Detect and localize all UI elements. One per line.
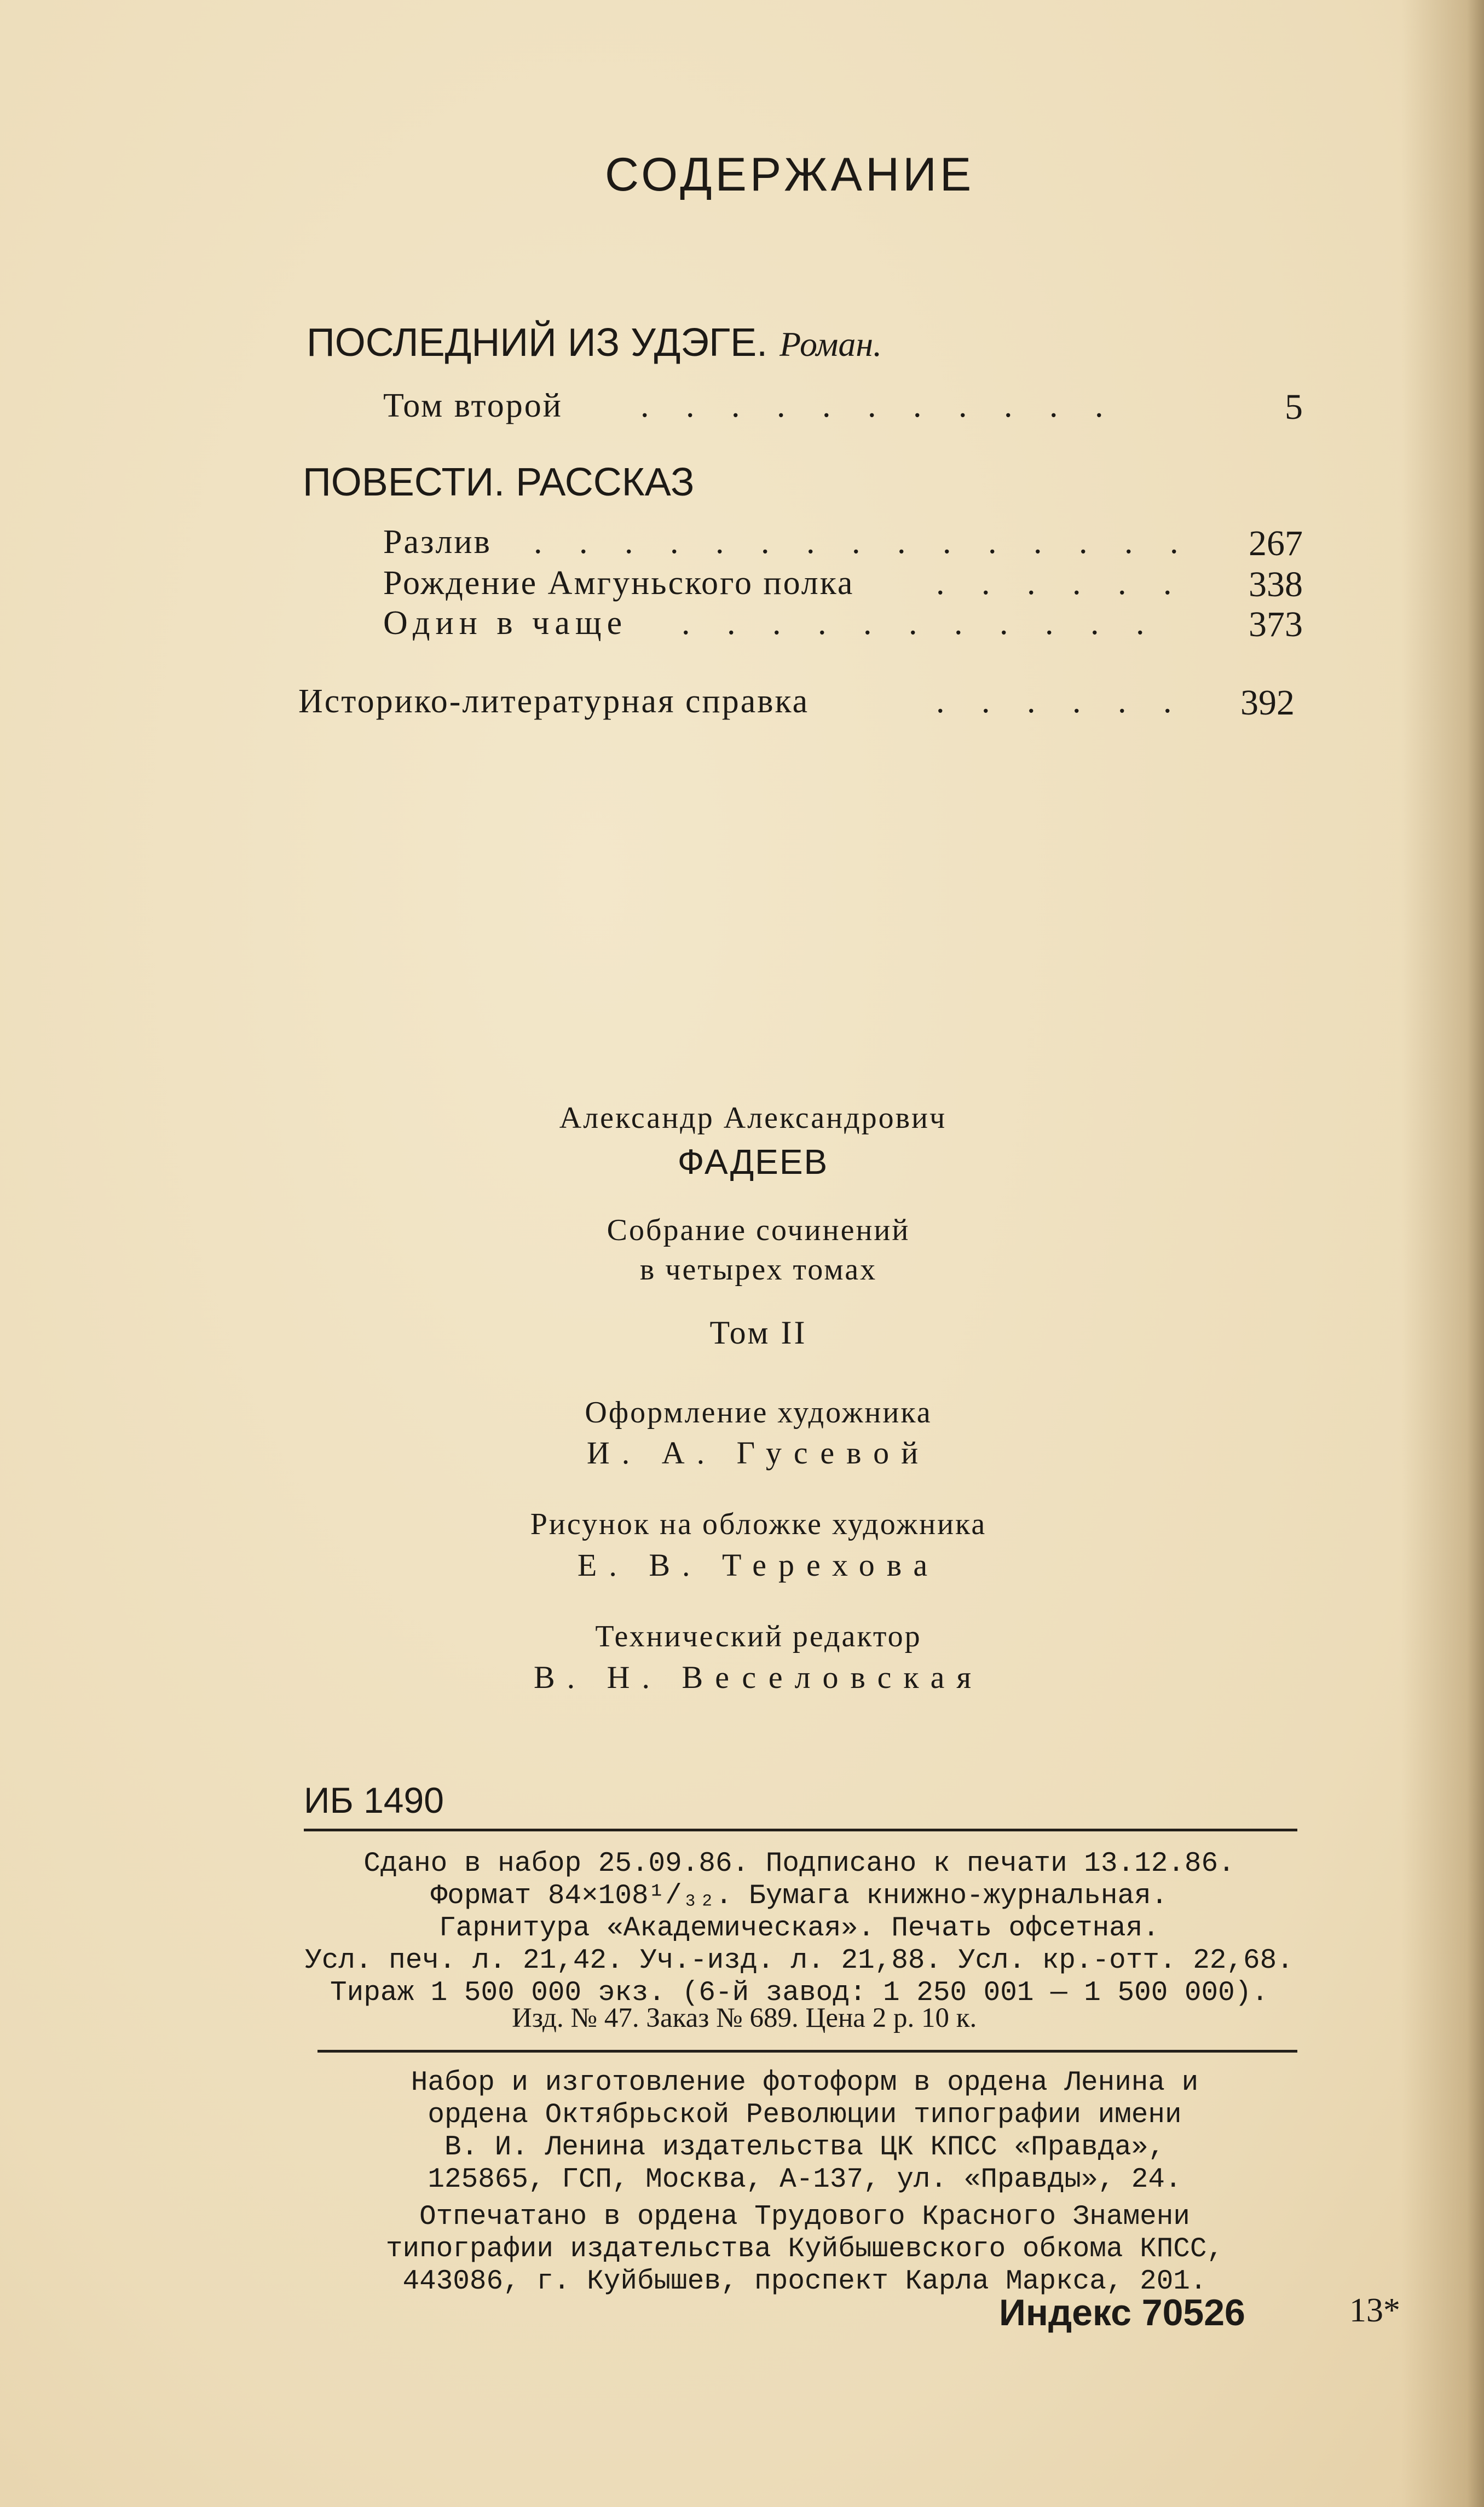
toc-entry[interactable] <box>383 564 1303 608</box>
imprint-line: Гарнитура «Академическая». Печать офсетная. <box>438 1913 1159 1944</box>
toc-entry-page: 5 <box>1285 387 1303 427</box>
toc-entry-title: Один в чаще <box>383 604 628 642</box>
collection-title-line-2: в четырех томах <box>639 1253 877 1287</box>
toc-entry[interactable] <box>383 387 1303 430</box>
order-line: Изд. № 47. Заказ № 689. Цена 2 р. 10 к. <box>512 2003 977 2033</box>
author-surname: ФАДЕЕВ <box>677 1142 829 1182</box>
toc-entry-page: 373 <box>1249 604 1303 644</box>
toc-entry-title: Историко-литературная справка <box>298 683 810 720</box>
toc-heading: СОДЕРЖАНИЕ <box>605 148 975 201</box>
toc-entry-dots: . . . . . . <box>936 564 1186 602</box>
toc-part-2-title: ПОВЕСТИ. РАССКАЗ <box>303 460 695 504</box>
imprint-line: Формат 84×108¹/₃₂. Бумага книжно-журнальная. <box>430 1881 1168 1912</box>
printer-line: типографии издательства Куйбышевского обкома КПСС, <box>385 2234 1224 2265</box>
toc-entry-dots: . . . . . . <box>936 683 1186 720</box>
sheet-signature-mark: 13* <box>1349 2292 1400 2329</box>
ib-number: ИБ 1490 <box>304 1780 444 1820</box>
divider-top <box>304 1829 1297 1831</box>
printer-info-2 <box>296 2201 1314 2298</box>
toc-part-1 <box>307 320 882 365</box>
printer-line: В. И. Ленина издательства ЦК КПСС «Правда», <box>444 2132 1165 2163</box>
imprint-line: Усл. печ. л. 21,42. Уч.-изд. л. 21,88. Усл. кр.-отт. 22,68. <box>305 1945 1294 1976</box>
toc-entry-dots: . . . . . . . . . . . <box>640 387 1118 424</box>
toc-entry-dots: . . . . . . . . . . . . . . . <box>534 523 1193 561</box>
author-name: Александр Александрович <box>559 1101 947 1135</box>
toc-entry-dots: . . . . . . . . . . . <box>682 604 1159 642</box>
toc-entry[interactable] <box>298 682 1295 726</box>
printer-line: ордена Октябрьской Революции типографии имени <box>428 2100 1182 2131</box>
printer-line: Отпечатано в ордена Трудового Красного Знамени <box>419 2201 1190 2233</box>
tech-editor-name: В. Н. Веселовская <box>533 1659 984 1695</box>
toc-part-1-subtitle: Роман. <box>779 325 882 364</box>
printer-info-1 <box>296 2067 1314 2196</box>
printer-line: 125865, ГСП, Москва, А-137, ул. «Правды», 24. <box>428 2164 1182 2195</box>
imprint-line: Сдано в набор 25.09.86. Подписано к печати 13.12.86. <box>363 1848 1235 1880</box>
collection-title-line-1: Собрание сочинений <box>607 1213 910 1247</box>
toc-entry-page: 267 <box>1249 523 1303 563</box>
printer-line: Набор и изготовление фотоформ в ордена Ленина и <box>411 2067 1199 2099</box>
toc-entry-page: 392 <box>1240 683 1295 723</box>
imprint-specs <box>285 1848 1314 2009</box>
toc-entry-title: Рождение Амгуньского полка <box>383 564 854 602</box>
cover-credit-name: Е. В. Терехова <box>577 1547 940 1583</box>
divider-bottom <box>317 2050 1297 2053</box>
tech-editor-role: Технический редактор <box>595 1620 922 1653</box>
toc-entry-title: Разлив <box>383 523 492 561</box>
printer-line: 443086, г. Куйбышев, проспект Карла Маркса, 201. <box>402 2266 1207 2297</box>
volume-number: Том II <box>709 1315 807 1351</box>
design-credit-name: И. А. Гусевой <box>586 1435 931 1471</box>
toc-part-1-title: ПОСЛЕДНИЙ ИЗ УДЭГЕ. <box>307 321 768 365</box>
toc-entry[interactable] <box>383 523 1303 567</box>
toc-entry-title: Том второй <box>383 387 563 424</box>
imprint-line: Тираж 1 500 000 экз. (6-й завод: 1 250 001 — 1 500 000). <box>330 1978 1268 2009</box>
toc-entry-page: 338 <box>1249 564 1303 604</box>
design-credit-role: Оформление художника <box>585 1396 932 1430</box>
toc-entry[interactable] <box>383 604 1303 648</box>
cover-credit-role: Рисунок на обложке художника <box>530 1507 987 1541</box>
index-code: Индекс 70526 <box>999 2292 1245 2333</box>
